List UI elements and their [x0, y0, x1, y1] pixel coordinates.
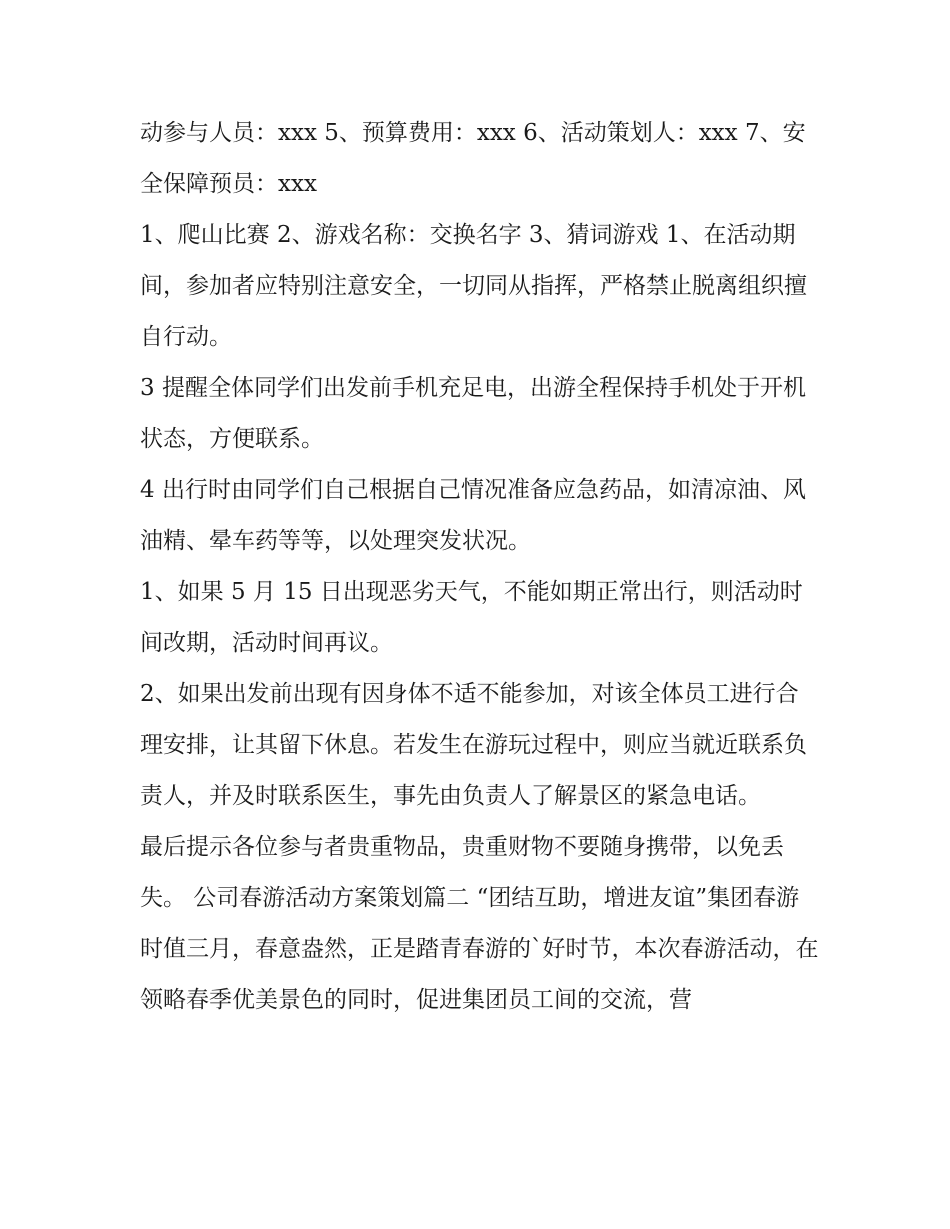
document-body — [140, 108, 820, 1026]
paragraph-health: 2、如果出发前出现有因身体不适不能参加，对该全体员工进行合理安排，让其留下休息。若发生在游玩过程中，则应当就近联系负责人，并及时联系医生，事先由负责人了解景区的紧急电话。 — [140, 681, 807, 809]
paragraph-participants: 动参与人员：xxx 5、预算费用：xxx 6、活动策划人：xxx 7、安全保障预员：xxx — [140, 120, 806, 197]
paragraph-valuables: 最后提示各位参与者贵重物品，贵重财物不要随身携带，以免丢失。 公司春游活动方案策划篇二 “团结互助，增进友谊”集团春游 — [140, 834, 800, 911]
paragraph-weather: 1、如果 5 月 15 日出现恶劣天气，不能如期正常出行，则活动时间改期，活动时间再议。 — [140, 579, 803, 656]
paragraph-medicine: 4 出行时由同学们自己根据自己情况准备应急药品，如清凉油、风油精、晕车药等等，以处理突发状况。 — [140, 477, 806, 554]
paragraph-spring-outing: 时值三月，春意盎然，正是踏青春游的`好时节，本次春游活动，在领略春季优美景色的同时，促进集团员工间的交流，营 — [140, 936, 819, 1013]
paragraph-phone-reminder: 3 提醒全体同学们出发前手机充足电，出游全程保持手机处于开机状态，方便联系。 — [140, 375, 806, 452]
paragraph-activities-safety: 1、爬山比赛 2、游戏名称：交换名字 3、猜词游戏 1、在活动期间，参加者应特别注意安全，一切同从指挥，严格禁止脱离组织擅自行动。 — [140, 222, 807, 350]
